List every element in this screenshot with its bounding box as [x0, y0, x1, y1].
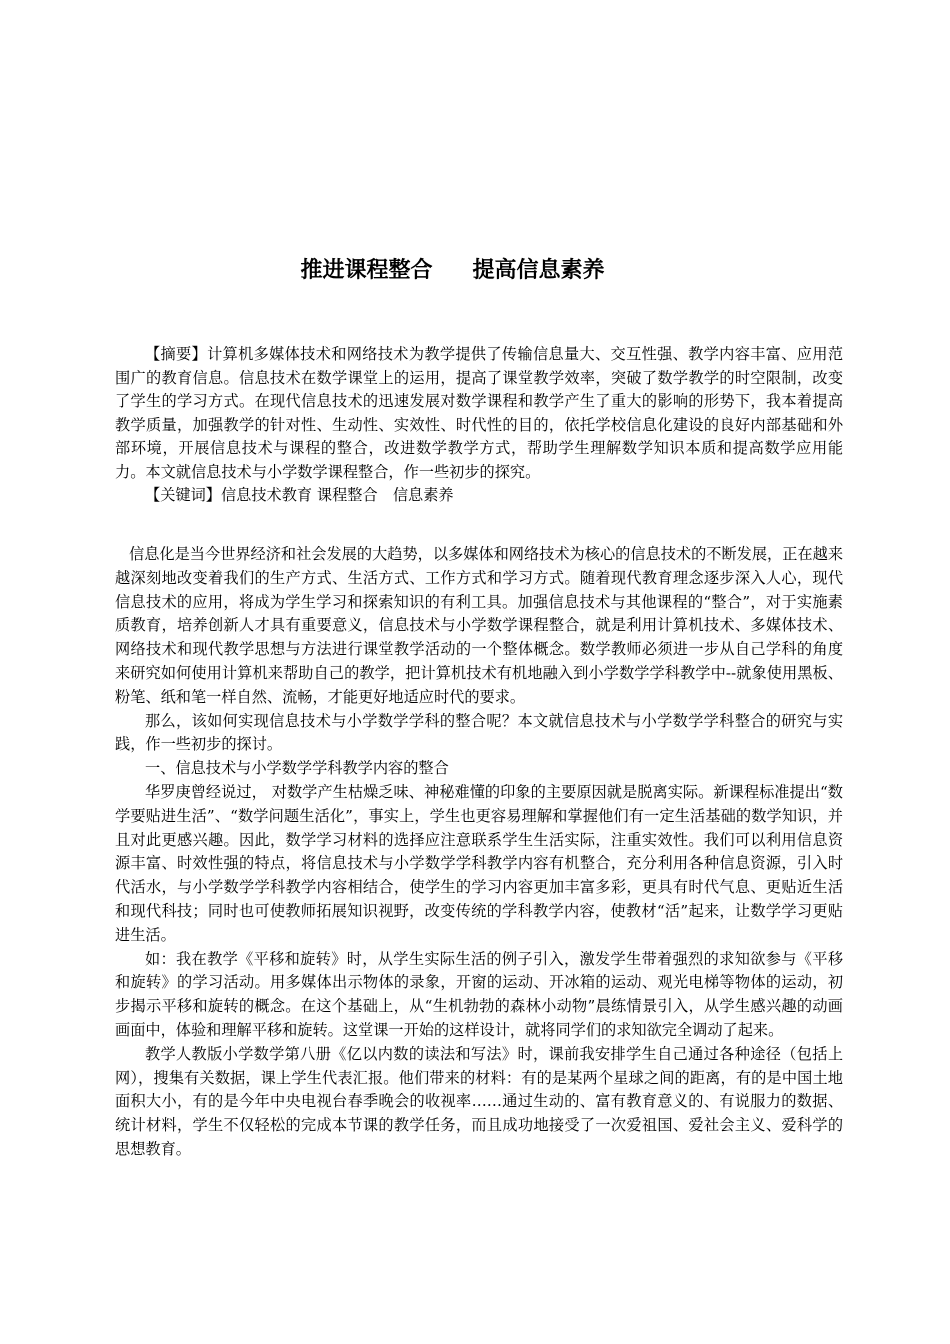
abstract-section: [115, 343, 843, 508]
paragraph-hua-luogeng: 华罗庚曾经说过， 对数学产生枯燥乏味、神秘难懂的印象的主要原因就是脱离实际。新课程标准提出“数学要贴进生活”、“数学问题生活化”，事实上，学生也更容易理解和掌握他们有一定生活基础的数学知识，并且对此更感兴趣。因此，数学学习材料的选择应注意联系学生生活实际，注重实效性。我们可以利用信息资源丰富、时效性强的特点，将信息技术与小学数学学科教学内容有机整合，充分利用各种信息资源，引入时代活水，与小学数学学科教学内容相结合，使学生的学习内容更加丰富多彩，更具有时代气息、更贴近生活和现代科技；同时也可使教师拓展知识视野，改变传统的学科教学内容，使教材“活”起来，让数学学习更贴进生活。: [115, 782, 843, 944]
document-title: [0, 254, 905, 288]
paragraph-large-numbers: 教学人教版小学数学第八册《亿以内数的读法和写法》时，课前我安排学生自己通过各种途径（包括上网），搜集有关数据，课上学生代表汇报。他们带来的材料：有的是某两个星球之间的距离，有的是中国土地面积大小，有的是今年中央电视台春季晚会的收视率……通过生动的、富有教育意义的、有说服力的数据、统计材料，学生不仅轻松的完成本节课的教学任务，而且成功地接受了一次爱祖国、爱社会主义、爱科学的思想教育。: [115, 1044, 843, 1158]
body-text: [115, 543, 843, 1162]
paragraph-question: 那么，该如何实现信息技术与小学数学学科的整合呢？本文就信息技术与小学数学学科整合的研究与实践，作一些初步的探讨。: [115, 711, 843, 754]
keywords-line: 【关键词】信息技术教育 课程整合 信息素养: [145, 486, 454, 504]
section-heading-1: 一、信息技术与小学数学学科教学内容的整合: [145, 759, 449, 778]
title-part-left: 推进课程整合: [300, 258, 433, 283]
paragraph-intro: 信息化是当今世界经济和社会发展的大趋势，以多媒体和网络技术为核心的信息技术的不断发展，正在越来越深刻地改变着我们的生产方式、生活方式、工作方式和学习方式。随着现代教育理念逐步深入人心，现代信息技术的应用，将成为学生学习和探索知识的有利工具。加强信息技术与其他课程的“整合”，对于实施素质教育，培养创新人才具有重要意义，信息技术与小学数学课程整合，就是利用计算机技术、多媒体技术、网络技术和现代教学思想与方法进行课堂教学活动的一个整体概念。数学教师必须进一步从自己学科的角度来研究如何使用计算机来帮助自己的教学，把计算机技术有机地融入到小学数学学科教学中--就象使用黑板、粉笔、纸和笔一样自然、流畅，才能更好地适应时代的要求。: [115, 545, 843, 706]
abstract-text: 【摘要】计算机多媒体技术和网络技术为教学提供了传输信息量大、交互性强、教学内容丰富、应用范围广的教育信息。信息技术在数学课堂上的运用，提高了课堂教学效率，突破了数学教学的时空限制，改变了学生的学习方式。在现代信息技术的迅速发展对数学课程和教学产生了重大的影响的形势下，我本着提高教学质量，加强教学的针对性、生动性、实效性、时代性的目的，依托学校信息化建设的良好内部基础和外部环境，开展信息技术与课程的整合，改进数学教学方式，帮助学生理解数学知识本质和提高数学应用能力。本文就信息技术与小学数学课程整合，作一些初步的探究。: [115, 345, 843, 481]
paragraph-translation-rotation: 如：我在教学《平移和旋转》时，从学生实际生活的例子引入，激发学生带着强烈的求知欲参与《平移和旋转》的学习活动。用多媒体出示物体的录象，开窗的运动、开冰箱的运动、观光电梯等物体的运动，初步揭示平移和旋转的概念。在这个基础上，从“生机勃勃的森林小动物”晨练情景引入，从学生感兴趣的动画画面中，体验和理解平移和旋转。这堂课一开始的这样设计，就将同学们的求知欲完全调动了起来。: [115, 949, 843, 1039]
title-part-right: 提高信息素养: [472, 258, 605, 283]
